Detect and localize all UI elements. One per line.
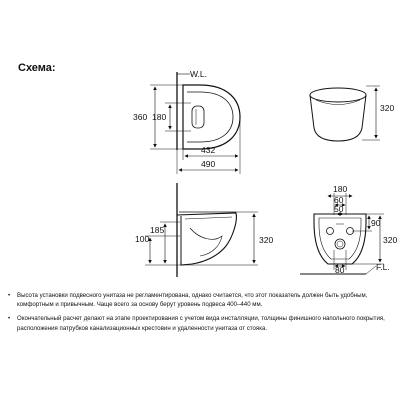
dim-432-label: 432 [201, 145, 216, 155]
dim-360-label: 360 [133, 112, 148, 122]
note-bullet: • [8, 315, 11, 323]
back-dim-90-label: 90 [371, 218, 381, 228]
side-dim-320-label: 320 [380, 103, 395, 113]
side-view [310, 86, 380, 141]
note-item [8, 314, 394, 332]
notes-list [8, 291, 394, 338]
back-dim-50-label: 50 [334, 204, 344, 214]
profile-dim-320-label: 320 [259, 235, 274, 245]
dim-490-label: 490 [201, 159, 216, 169]
back-dim-320-label: 320 [383, 235, 398, 245]
schema-heading: Схема: [18, 62, 56, 74]
top-view [150, 72, 240, 174]
top-bowl-inner [187, 92, 233, 142]
side-view-lid [310, 88, 366, 102]
note-bullet: • [8, 292, 11, 299]
note-text: Высота установки подвесного унитаза не регламентирована, однако считается, что этот показатель должен быть удобным, комфортным и привычным. Чаще всего за основу берут уровень подвеса 400–440 мм. [17, 292, 368, 309]
back-hole-left [327, 228, 334, 235]
top-bowl-outer [183, 85, 240, 149]
fl-label: F.L. [376, 262, 390, 272]
top-bowl-opening [192, 106, 204, 128]
back-dim-180-label: 180 [333, 184, 348, 194]
profile-bowl-outline [177, 213, 236, 265]
note-text: Окончательный расчет делают на этапе проектирования с учетом вида инсталляции, толщины финишного напольного покрытия, расположения патрубков канализационных крестовин и удаленности унитаза от стояка. [17, 315, 385, 332]
back-drain-outlet [335, 239, 345, 249]
back-dim-80-label: 80 [335, 265, 345, 275]
dim-180-label: 180 [152, 112, 167, 122]
wl-label: W.L. [190, 69, 208, 79]
dim-185-label: 185 [150, 225, 165, 235]
dim-100-label: 100 [135, 234, 150, 244]
note-item [8, 291, 394, 309]
back-dim-60-label: 60 [334, 195, 344, 205]
